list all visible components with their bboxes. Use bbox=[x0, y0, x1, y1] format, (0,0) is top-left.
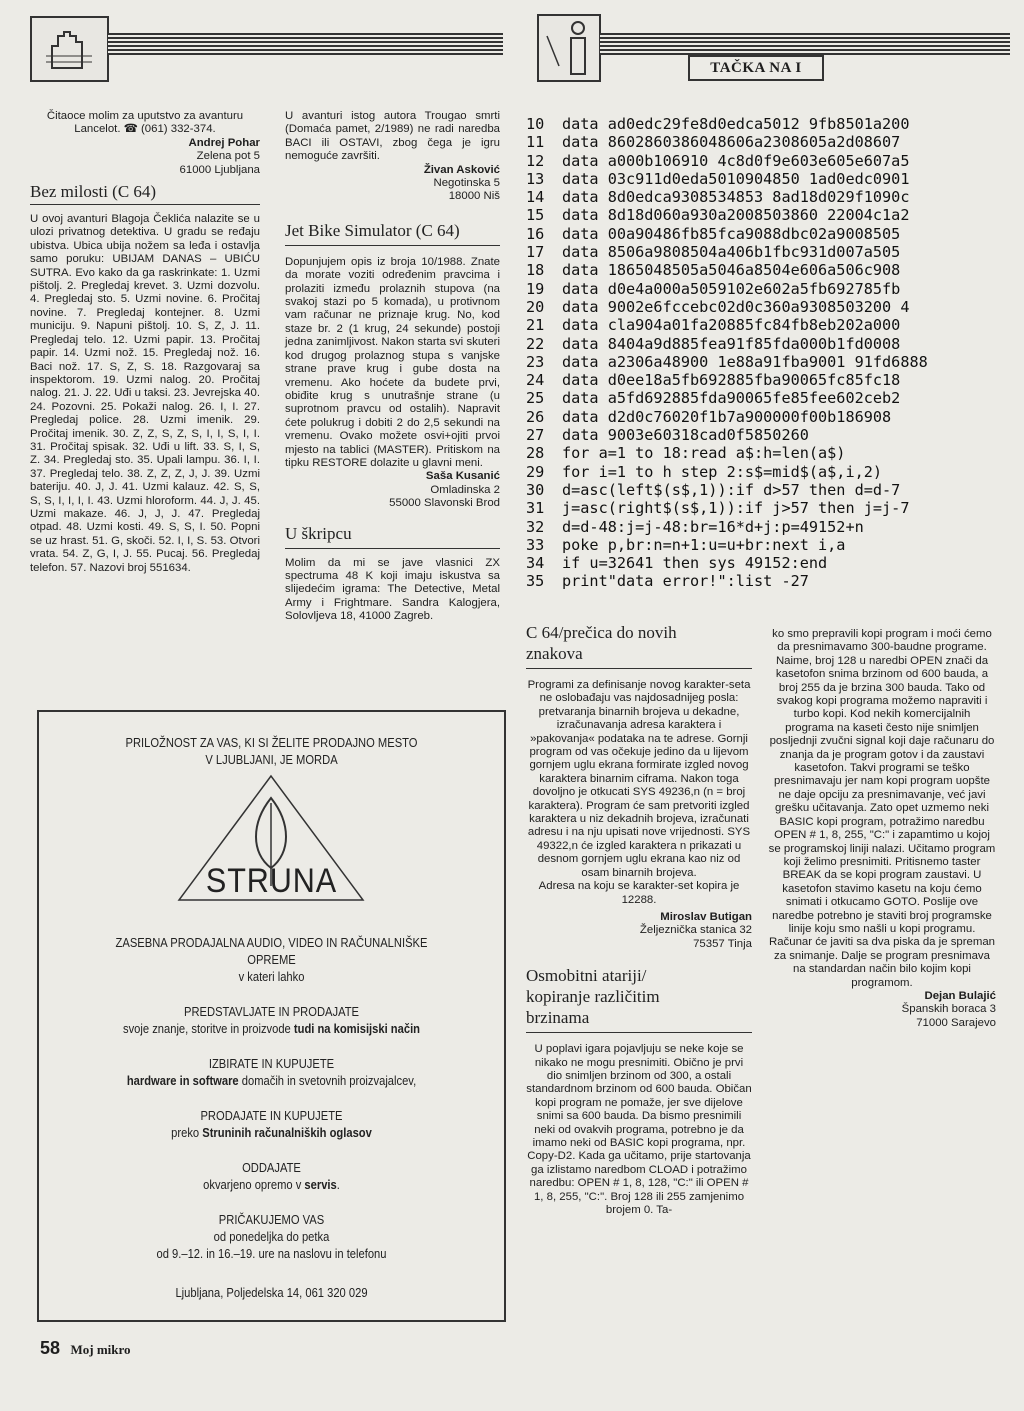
code-line bbox=[526, 554, 1016, 572]
signature-street: Željeznička stanica 32 bbox=[639, 924, 752, 937]
section-tag-label: TAČKA NA I bbox=[710, 60, 802, 76]
line-code: data a000b106910 4c8d0f9e603e605e607a5 bbox=[562, 151, 910, 170]
line-code: j=asc(right$(s$,1)):if j>57 then j=j-7 bbox=[562, 499, 910, 518]
article-title: U škripcu bbox=[285, 523, 352, 543]
article-body: Molim da mi se jave vlasnici ZX spectruma 48 K koji imaju iskustva sa slijedećim igrama: The Detective, Metal Army i Frightmare. Sandra Kalogjera, Solovljeva 18, 41000 Zagreb. bbox=[285, 556, 500, 623]
signature-name: Miroslav Butigan bbox=[660, 910, 752, 923]
letter-i-icon bbox=[539, 16, 599, 80]
line-number: 15 bbox=[526, 206, 545, 225]
title-rule bbox=[30, 204, 260, 205]
code-line bbox=[526, 316, 1016, 334]
line-code: data a5fd692885fda90065fe85fee602ceb2 bbox=[562, 389, 901, 408]
line-code: data 03c911d0eda5010904850 1ad0edc0901 bbox=[562, 169, 910, 188]
ad-offer-3-text: preko Struninih računalniških oglasov bbox=[171, 1125, 372, 1140]
code-line bbox=[526, 353, 1016, 371]
signature-city: 55000 Slavonski Brod bbox=[389, 497, 500, 510]
line-number: 14 bbox=[526, 188, 545, 207]
code-line bbox=[526, 463, 1016, 481]
code-line bbox=[526, 115, 1016, 133]
hand-icon bbox=[32, 18, 107, 80]
code-line bbox=[526, 408, 1016, 426]
code-line bbox=[526, 225, 1016, 243]
line-code: d=d-48:j=j-48:br=16*d+j:p=49152+n bbox=[562, 517, 864, 536]
line-code: data d0ee18a5fb692885fba90065fc85fc18 bbox=[562, 371, 901, 390]
ad-offer-1-title: PREDSTAVLJATE IN PRODAJATE bbox=[184, 1004, 359, 1019]
column-1 bbox=[30, 110, 260, 575]
line-number: 12 bbox=[526, 151, 545, 170]
article-title: Jet Bike Simulator (C 64) bbox=[285, 220, 460, 240]
header-right-stripe bbox=[600, 33, 1010, 55]
signature-name: Živan Asković bbox=[423, 163, 500, 176]
line-code: data 8d0edca9308534853 8ad18d029f1090c bbox=[562, 188, 910, 207]
section-tag bbox=[688, 55, 824, 81]
line-code: data 8602860386048606a2308605a2d08607 bbox=[562, 133, 901, 152]
line-number: 31 bbox=[526, 499, 545, 518]
article-body: U ovoj avanturi Blagoja Čeklića nalazite se u ulozi privatnog detektiva. U gradu se ređaju ubistva. Ubica ubija nožem sa leđa i ostavlja samo poruku: UBIJAM DANAS – UBIĆU SUTRA. Evo kako da ga raskrinkate: 1. Uzmi pištolj. 2. Pregledaj krevet. 3. Uzmi dozvolu. 4. Pregledaj sto. 5. Uzmi novine. 6. Pročitaj novine. 7. Pregledaj kontejner. 8. Uzmi municiju. 9. Napuni pištolj. 10. S, Z, J. 11. Pregledaj telo. 12. Uzmi papir. 13. Pročitaj papir. 14. Uzmi nož. 15. Pregledaj nož. 16. Baci nož. 17. S, Z, S. 18. Razgovaraj sa inspektorom. 19. Uzmi nalog. 20. Pročitaj nalog. 21. J. 22. Uđi u taksi. 23. Jevrejska 40. 24. Pozovni. 25. Pokaži nalog. 26. I, I. 27. Pregledaj police. 28. Uzmi imenik. 29. Pročitaj imenik. 30. Z, Z, S, Z, S, I, I, S, I, I. 31. Pročitaj spisak. 32. Uđi u lift. 33. S, I, S, Z. 34. Pregledaj sto. 35. Upali lampu. 36. I, I. 37. Pregledaj telo. 38. Z, Z, Z, J, J. 39. Uzmi bateriju. 40. J, J. 41. Uzmi kalauz. 42. S, S, S, S, I, I, I, I. 43. Uzmi hloroform. 44. J, J. 45. Uzmi makaze. 46. J, J, J. 47. Pregledaj otpad. 48. Uzmi kosti. 49. S, S, I. 50. Popni se uz hrast. 51. G, skoči. 52. I, I, S. 53. Otvori vrata. 54. Z, G, I, J. 55. Pucaj. 56. Pregledaj telefon. 57. Nazovi broj 551634. bbox=[30, 213, 260, 574]
line-number: 28 bbox=[526, 444, 545, 463]
header-right-logo bbox=[537, 14, 601, 82]
page-footer bbox=[40, 1338, 131, 1359]
article-title: Bez milosti (C 64) bbox=[30, 182, 157, 202]
line-number: 32 bbox=[526, 517, 545, 536]
code-line bbox=[526, 243, 1016, 261]
ad-hours-title: PRIČAKUJEMO VAS bbox=[218, 1212, 325, 1227]
signature-street: Negotinska 5 bbox=[433, 177, 500, 190]
article-body-end: Adresa na koju se karakter-set kopira je 12288. bbox=[538, 880, 740, 906]
line-number: 29 bbox=[526, 462, 545, 481]
code-line bbox=[526, 170, 1016, 188]
header-left-stripe bbox=[108, 33, 503, 55]
code-line bbox=[526, 481, 1016, 499]
line-number: 21 bbox=[526, 316, 545, 335]
line-code: data a2306a48900 1e88a91fba9001 91fd6888 bbox=[562, 352, 928, 371]
line-code: data ad0edc29fe8d0edca5012 9fb8501a200 bbox=[562, 115, 910, 133]
code-line bbox=[526, 518, 1016, 536]
struna-logo bbox=[39, 768, 504, 908]
article-title-line1: C 64/prečica do novih bbox=[526, 623, 677, 642]
line-number: 26 bbox=[526, 407, 545, 426]
ad-offer-4-title: ODDAJATE bbox=[242, 1160, 301, 1175]
line-code: print"data error!":list -27 bbox=[562, 572, 809, 591]
column-3 bbox=[526, 622, 752, 1217]
article-body: U poplavi igara pojavljuju se neke koje se nikako ne mogu presnimiti. Obično je prvi dio snimljen brzinom od 300, a ostali standardnom brzinom od 600 bauda. Običan kopi program ne pomaže, jer sve dijelove snimi sa 600 bauda. Da bismo presnimili neki od ovakvih programa, potrebno je da imamo neki od BASIC kopi programa, npr. Copy-D2. Kada ga učitamo, prije startovanja ga izlistamo naredbom CLOAD i potražimo naredbu: OPEN # 1, 8, 128, "C:" ili OPEN # 1, 8, 255, "C:". Broj 128 ili 255 zamjenimo brojem 0. Ta- bbox=[526, 1043, 752, 1216]
line-code: if u=32641 then sys 49152:end bbox=[562, 554, 828, 573]
line-number: 18 bbox=[526, 261, 545, 280]
ad-shop-desc-1: ZASEBNA PRODAJALNA AUDIO, VIDEO IN RAČUNALNIŠKE bbox=[115, 935, 428, 950]
ad-offer-1-text: svoje znanje, storitve in proizvode tudi na komisijski način bbox=[122, 1021, 421, 1036]
signature-street: Zelena pot 5 bbox=[196, 150, 260, 163]
struna-advertisement bbox=[37, 710, 506, 1322]
signature-name: Andrej Pohar bbox=[188, 136, 260, 149]
signature-city: 61000 Ljubljana bbox=[179, 163, 260, 176]
line-number: 13 bbox=[526, 169, 545, 188]
title-rule bbox=[285, 245, 500, 246]
line-number: 35 bbox=[526, 572, 545, 591]
code-line bbox=[526, 426, 1016, 444]
article-body: Programi za definisanje novog karakter-seta ne oslobađaju vas najdosadnijeg posla: pretvaranja binarnih brojeva u dekadne, izračunavanja adresa karaktera i »pakovanja« podataka na te adrese. Gornji program od vas očekuje jedino da u lijevom gornjem uglu ekrana formirate izgled novog karaktera binarnim ciframa. Nakon toga dovoljno je otkucati SYS 49236,n (n = broj karaktera). Program će sam pretvoriti izgled karaktera u niz dekadnih brojeva, izračunati adresu i na nju upisati nove vrijednosti. SYS 49322,n će izgled karaktera n prikazati u desnom gornjem uglu ekrana kao niz od osam binarnih brojeva. bbox=[527, 679, 751, 879]
column-4 bbox=[768, 628, 996, 1030]
signature-city: 71000 Sarajevo bbox=[916, 1016, 996, 1029]
code-line bbox=[526, 280, 1016, 298]
line-code: for i=1 to h step 2:s$=mid$(a$,i,2) bbox=[562, 462, 883, 481]
article-title-line2: znakova bbox=[526, 644, 583, 663]
line-code: for a=1 to 18:read a$:h=len(a$) bbox=[562, 444, 846, 463]
code-line bbox=[526, 206, 1016, 224]
trougao-note: U avanturi istog autora Trougao smrti (Domaća pamet, 2/1989) ne radi naredba BACI ili OSTAVI, zbog čega je igru nemoguće završiti. bbox=[285, 110, 500, 163]
signature-street: Španskih boraca 3 bbox=[901, 1003, 996, 1016]
code-line bbox=[526, 188, 1016, 206]
signature-name: Dejan Bulajić bbox=[924, 989, 996, 1002]
line-code: data 1865048505a5046a8504e606a506c908 bbox=[562, 261, 901, 280]
code-line bbox=[526, 261, 1016, 279]
code-line bbox=[526, 133, 1016, 151]
code-line bbox=[526, 389, 1016, 407]
article-title-line1: Osmobitni atariji/ bbox=[526, 966, 647, 986]
line-code: data 9002e6fccebc02d0c360a9308503200 4 bbox=[562, 297, 910, 316]
line-code: d=asc(left$(s$,1)):if d>57 then d=d-7 bbox=[562, 480, 901, 499]
ad-offer-2-title: IZBIRATE IN KUPUJETE bbox=[208, 1056, 335, 1071]
line-number: 16 bbox=[526, 224, 545, 243]
header-left-logo bbox=[30, 16, 109, 82]
ad-offer-3-title: PRODAJATE IN KUPUJETE bbox=[200, 1108, 343, 1123]
line-code: data 9003e60318cad0f5850260 bbox=[562, 426, 809, 445]
code-line bbox=[526, 371, 1016, 389]
line-number: 23 bbox=[526, 352, 545, 371]
line-code: data 8506a9808504a406b1fbc931d007a505 bbox=[562, 243, 901, 262]
signature-street: Omladinska 2 bbox=[430, 483, 500, 496]
code-line bbox=[526, 499, 1016, 517]
ad-offer-4-text: okvarjeno opremo v servis. bbox=[203, 1177, 340, 1192]
ad-shop-desc-3: v kateri lahko bbox=[238, 969, 305, 984]
line-number: 34 bbox=[526, 554, 545, 573]
code-listing bbox=[526, 115, 1016, 591]
line-number: 10 bbox=[526, 115, 545, 133]
code-line bbox=[526, 335, 1016, 353]
ad-offer-2-text: hardware in software domačih in svetovnih proizvajalcev, bbox=[126, 1073, 417, 1088]
line-code: data d2d0c76020f1b7a900000f00b186908 bbox=[562, 407, 892, 426]
line-number: 33 bbox=[526, 535, 545, 554]
line-number: 27 bbox=[526, 426, 545, 445]
line-code: data 8d18d060a930a2008503860 22004c1a2 bbox=[562, 206, 910, 225]
line-code: data 8404a9d885fea91f85fda000b1fd0008 bbox=[562, 334, 901, 353]
line-code: poke p,br:n=n+1:u=u+br:next i,a bbox=[562, 535, 846, 554]
column-2 bbox=[285, 110, 500, 624]
code-line bbox=[526, 152, 1016, 170]
title-rule bbox=[526, 1032, 752, 1033]
article-title-line2: kopiranje različitim bbox=[526, 987, 660, 1007]
ad-hours-time: od 9.–12. in 16.–19. ure na naslovu in telefonu bbox=[156, 1246, 387, 1261]
line-number: 22 bbox=[526, 334, 545, 353]
lancelot-request: Čitaoce molim za uputstvo za avanturu Lancelot. ☎ (061) 332-374. bbox=[46, 110, 244, 136]
line-number: 30 bbox=[526, 480, 545, 499]
line-code: data cla904a01fa20885fc84fb8eb202a000 bbox=[562, 316, 901, 335]
article-body: Dopunjujem opis iz broja 10/1988. Znate da morate voziti određenim pravcima i prolaziti između prolaznih stupova (na svakoj stazi po 5 komada), u protivnom vam računar ne priznaje krug. No, kod staze br. 2 (1 krug, 24 sekunde) postoji jedna zanimljivost. Nakon starta svi skuteri kod drugog prolaznog stupa s vanjske strane prave krug i gube dosta na vremenu. Ako hoćete da budete prvi, obiđite krug s unutrašnje strane (u suprotnom pravcu od ostalih). Napravit ćete polukrug i dobiti 2 do 2,5 sekundi na vremenu. Ovako možete osvi+ojiti prvoi mjesto na tablici (MASTER). Pritiskom na tipku RESTORE dolazite u glavni meni. bbox=[285, 255, 500, 469]
ad-headline-1: PRILOŽNOST ZA VAS, KI SI ŽELITE PRODAJNO MESTO bbox=[125, 735, 418, 750]
struna-brand: STRUNA bbox=[205, 862, 338, 900]
ad-shop-desc-2: OPREME bbox=[247, 952, 296, 967]
line-number: 24 bbox=[526, 371, 545, 390]
article-title-line3: brzinama bbox=[526, 1008, 590, 1028]
line-number: 17 bbox=[526, 243, 545, 262]
ad-hours-days: od ponedeljka do petka bbox=[213, 1229, 330, 1244]
title-rule bbox=[285, 548, 500, 549]
signature-city: 75357 Tinja bbox=[693, 937, 752, 950]
article-body: ko smo prepravili kopi program i moći ćemo da presnimavamo 300-baudne programe. Naime, broj 128 u naredbi OPEN znači da kasetofon snima brzinom od 600 bauda, a broj 255 da je brzina 300 bauda. Tako od svakog kopi programa možemo napraviti i turbo kopi. Kod nekih komercijalnih programa na kaseti često nije snimljen posljednji zvučni signal koji daje računaru do znanja da je program gotov i da zaustavi kasetofon. Takvi programi se teško presnimavaju jer nam kopi program uopšte ne daje opciju za presnimavanje, već javi grešku učitavanja. Zato opet uzmemo neki BASIC kopi program, potražimo naredbu OPEN # 1, 8, 255, "C:" i zapamtimo u kojoj se programskoj liniji nalazi. Učitamo program koji želimo presnimiti. Pritisnemo taster BREAK da se kopi program zaustavi. U kasetofon stavimo kasetu na koju ćemo snimati i otkucamo GOTO. Poslije ove naredbe potrebno je staviti broj programske linije koju smo našli u kopi programu. Računar će javiti sa dva piska da je spreman za snimanje. Dalje se program presnimava na standardan način bilo kojim kopi programom. bbox=[768, 628, 996, 989]
page-number: 58 bbox=[40, 1338, 61, 1358]
code-line bbox=[526, 572, 1016, 590]
line-code: data 00a90486fb85fca9088dbc02a9008505 bbox=[562, 224, 901, 243]
signature-name: Saša Kusanić bbox=[425, 470, 500, 483]
line-number: 20 bbox=[526, 297, 545, 316]
line-number: 25 bbox=[526, 389, 545, 408]
signature-city: 18000 Niš bbox=[448, 190, 500, 203]
line-number: 11 bbox=[526, 133, 545, 152]
ad-address: Ljubljana, Poljedelska 14, 061 320 029 bbox=[175, 1285, 368, 1300]
line-code: data d0e4a000a5059102e602a5fb692785fb bbox=[562, 279, 901, 298]
ad-headline-2: V LJUBLJANI, JE MORDA bbox=[205, 752, 338, 767]
code-line bbox=[526, 444, 1016, 462]
line-number: 19 bbox=[526, 279, 545, 298]
magazine-name: Moj mikro bbox=[70, 1342, 131, 1357]
title-rule bbox=[526, 668, 752, 669]
code-line bbox=[526, 536, 1016, 554]
code-line bbox=[526, 298, 1016, 316]
